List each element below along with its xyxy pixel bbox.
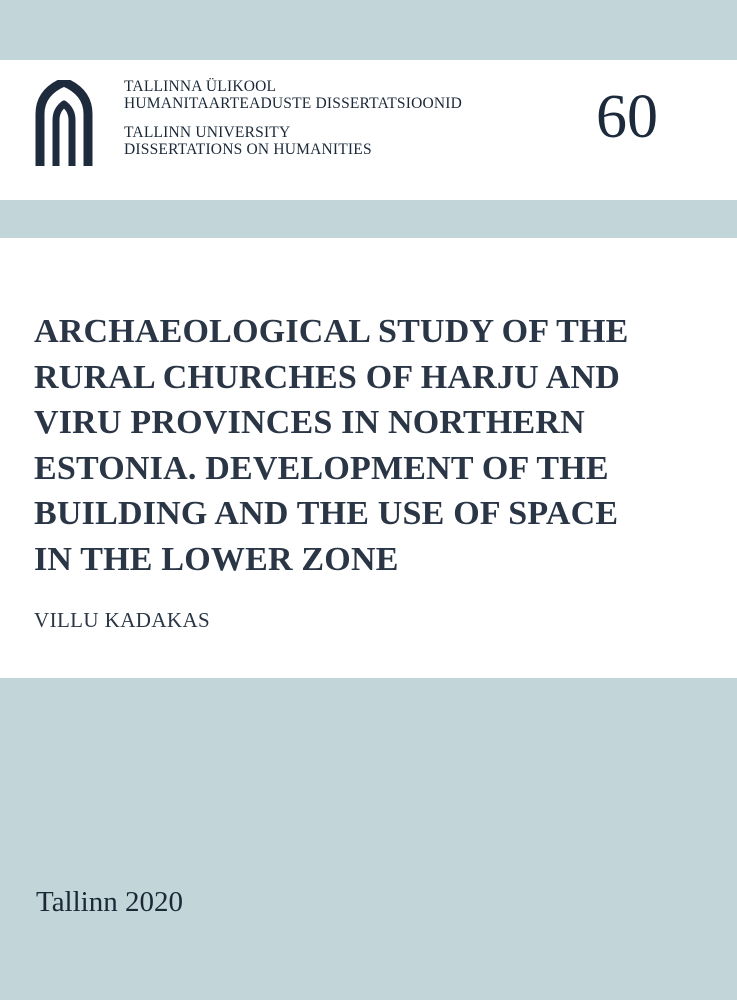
title-line: VIRU PROVINCES IN NORTHERN	[34, 404, 585, 441]
author-name: VILLU KADAKAS	[34, 608, 211, 632]
book-title	[34, 309, 724, 582]
series-header	[0, 60, 737, 200]
title-line: ARCHAEOLOGICAL STUDY OF THE	[34, 313, 629, 350]
imprint-place-year: Tallinn 2020	[36, 886, 183, 918]
tallinn-university-arch-logo-icon	[34, 80, 94, 168]
title-line: ESTONIA. DEVELOPMENT OF THE	[34, 449, 609, 487]
series-number: 60	[596, 83, 658, 151]
title-line: IN THE LOWER ZONE	[34, 540, 399, 578]
title-line: RURAL CHURCHES OF HARJU AND	[34, 358, 620, 396]
top-color-band	[0, 0, 737, 60]
middle-color-band	[0, 200, 737, 238]
series-english-university: TALLINN UNIVERSITY	[124, 124, 291, 141]
series-estonian-name: HUMANITAARTEADUSTE DISSERTATSIOONID	[124, 95, 463, 112]
series-estonian-university: TALLINNA ÜLIKOOL	[124, 78, 277, 95]
bottom-color-band	[0, 678, 737, 1000]
title-section	[34, 309, 724, 582]
series-english-name: DISSERTATIONS ON HUMANITIES	[124, 141, 372, 158]
series-info	[124, 78, 462, 158]
title-line: BUILDING AND THE USE OF SPACE	[34, 495, 619, 532]
